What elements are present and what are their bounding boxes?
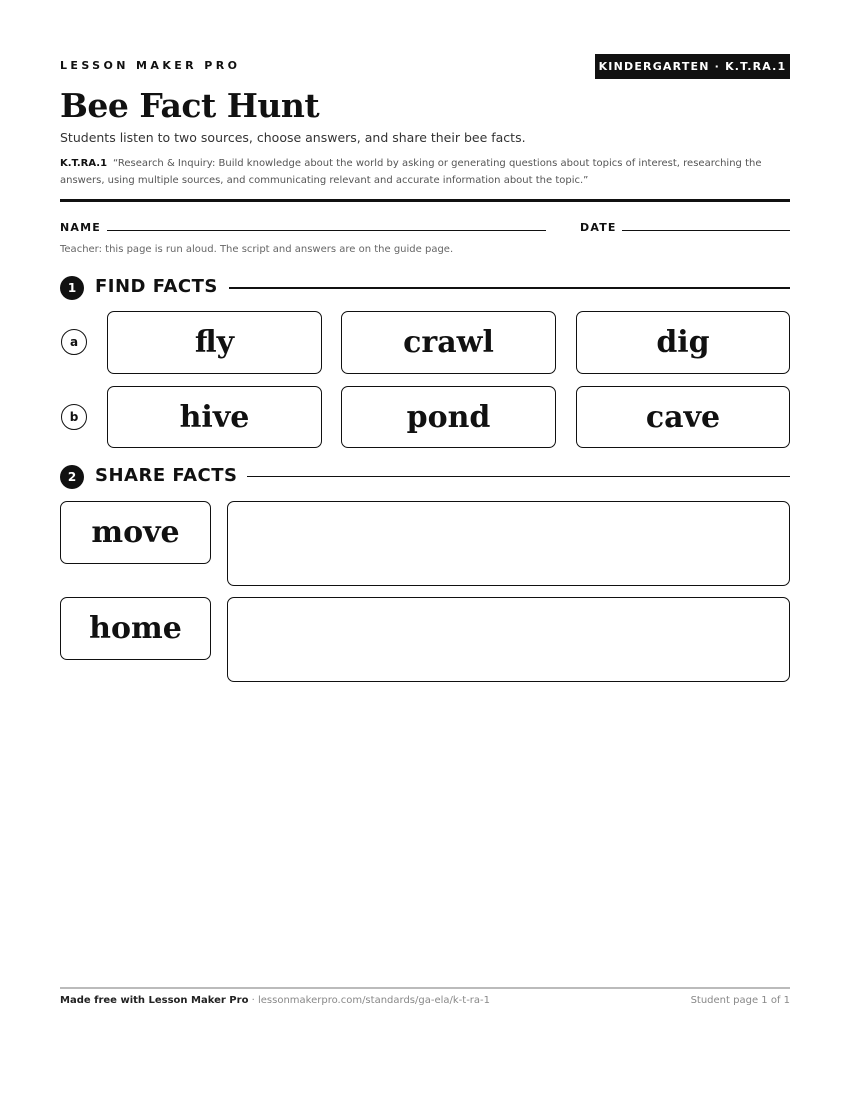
footer-made-with: Made free with Lesson Maker Pro [60,995,249,1006]
option-card[interactable]: dig [576,311,790,374]
footer-url[interactable]: · lessonmakerpro.com/standards/ga-ela/k-t-ra-1 [248,995,491,1006]
teacher-note: Teacher: this page is run aloud. The script and answers are on the guide page. [60,244,454,255]
footer-divider [60,987,790,989]
option-card[interactable]: cave [576,386,790,448]
answer-box-home[interactable] [227,597,790,682]
option-card[interactable]: fly [107,311,322,374]
option-card[interactable]: crawl [341,311,556,374]
name-field[interactable] [107,230,546,231]
footer-credit [60,995,490,1006]
section-1-number: 1 [60,276,84,300]
standard-description [60,156,790,189]
footer-page-number: Student page 1 of 1 [690,995,790,1006]
page-subtitle: Students listen to two sources, choose answers, and share their bee facts. [60,130,526,145]
answer-box-move[interactable] [227,501,790,586]
option-card[interactable]: pond [341,386,556,448]
section-1-divider [229,287,790,289]
brand-name: LESSON MAKER PRO [60,59,241,72]
prompt-card-move: move [60,501,211,564]
option-card[interactable]: hive [107,386,322,448]
page-title: Bee Fact Hunt [60,86,320,125]
grade-badge: KINDERGARTEN · K.T.RA.1 [595,54,790,79]
prompt-card-home: home [60,597,211,660]
section-1-title: FIND FACTS [95,276,218,297]
row-letter-a: a [61,329,87,355]
name-label: NAME [60,221,101,234]
standard-text: “Research & Inquiry: Build knowledge about the world by asking or generating questions about topics of interest, researching the answers, using multiple sources, and communicating relevant and accurate information about the topic.” [60,158,762,186]
section-2-title: SHARE FACTS [95,465,238,486]
row-letter-b: b [61,404,87,430]
section-2-divider [247,476,790,477]
header-divider [60,199,790,202]
standard-code: K.T.RA.1 [60,158,108,169]
date-field[interactable] [622,230,790,231]
date-label: DATE [580,221,617,234]
section-2-number: 2 [60,465,84,489]
